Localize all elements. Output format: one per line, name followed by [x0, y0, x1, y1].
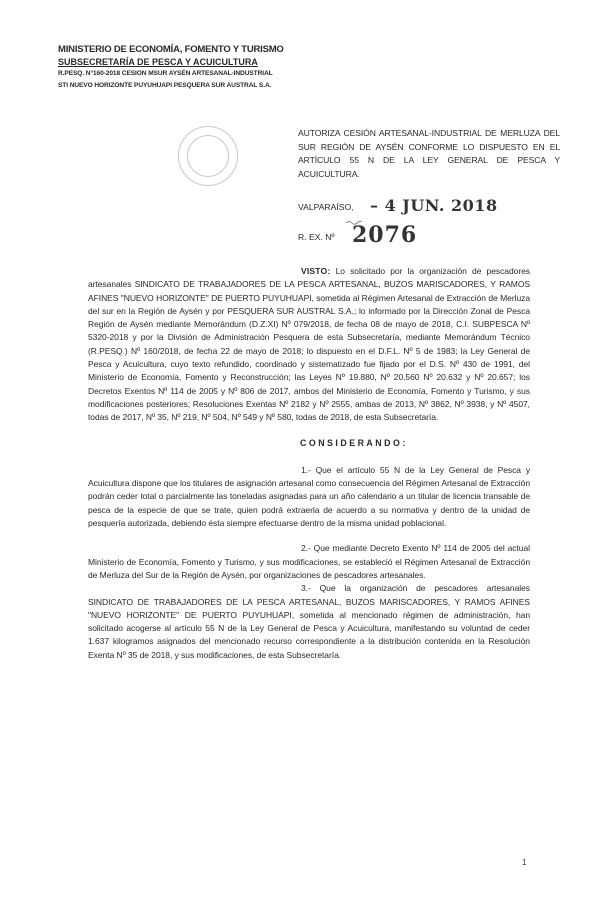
ministry-name: MINISTERIO DE ECONOMÍA, FOMENTO Y TURISMO — [58, 44, 284, 55]
reference-line-2: STI NUEVO HORIZONTE PUYUHUAPI PESQUERA SUR AUSTRAL S.A. — [58, 82, 272, 89]
official-stamp-icon — [178, 126, 238, 186]
resolution-number: 2076 — [352, 222, 418, 248]
visto-paragraph — [88, 265, 530, 425]
considerando-item: 1.- Que el artículo 55 N de la Ley General de Pesca y Acuicultura dispone que los titulares de asignación artesanal como consecuencia del Régimen Artesanal de Extracción podrán ceder total o parcialmente las toneladas asignadas para un año calendario a un titular de licencia transable de pesca de la especie de que se trate, quien podrá extraerla de acuerdo a su normativa y dentro de la unidad de pesquería autorizada, debiendo ésta siempre efectuarse dentro de la misma unidad poblacional. — [88, 464, 531, 529]
subsecretaria-name: SUBSECRETARÍA DE PESCA Y ACUICULTURA — [58, 57, 258, 67]
visto-text: Lo solicitado por la organización de pescadores artesanales SINDICATO DE TRABAJADORES DE LA PESCA ARTESANAL, BUZOS MARISCADORES, Y RAMOS AFINES "NUEVO HORIZONTE" DE PUERTO PUYUHUAPI, sometida al Régimen Artesanal de Extracción de Merluza del sur en la Región de Aysén y por PESQUERA SUR AUSTRAL S.A.; lo informado por la Dirección Zonal de Pesca Región de Aysén mediante Memorándum (D.Z.XI) Nº 079/2018, de fecha 08 de mayo de 2018, C.I. SUBPESCA Nº 5320-2018 y por la División de Administración Pesquera de esta Subsecretaría, mediante Memorándum Técnico (R.PESQ.) Nº 160/2018, de fecha 22 de mayo de 2018; lo dispuesto en el D.F.L. Nº 5 de 1983; la Ley General de Pesca y Acuicultura, cuyo texto refundido, coordinado y sistematizado fue fijado por el D.S. Nº 430 de 1991, del Ministerio de Economía, Fomento y Reconstrucción; las Leyes Nº 19.880, Nº 20.560 Nº 20.632 y Nº 20.657; los Decretos Exentos Nº 114 de 2005 y Nº 806 de 2017, ambos del Ministerio de Economía, Fomento y Turismo, y sus modificaciones posteriores; Resoluciones Exentas Nº 2182 y Nº 2555, ambas de 2013, Nº 3862, Nº 3938, y Nº 4507, todas de 2017, Nº 35, Nº 219, Nº 504, Nº 549 y Nº 580, todas de 2018, de esta Subsecretaría. — [88, 266, 530, 423]
considerando-item: 2.- Que mediante Decreto Exento Nº 114 de 2005 del actual Ministerio de Economía, Fomento y Turismo, y sus modificaciones, se estableció el Régimen Artesanal de Extracción de Merluza del Sur de la Región de Aysén, por organizaciones de pescadores artesanales. — [88, 543, 531, 580]
reference-line-1: R.PESQ. N°160-2018 CESION MSUR AYSÉN ARTESANAL-INDUSTRIAL — [58, 70, 273, 77]
resolution-subject: AUTORIZA CESIÓN ARTESANAL-INDUSTRIAL DE MERLUZA DEL SUR REGIÓN DE AYSÉN CONFORME LO DISPUESTO EN EL ARTÍCULO 55 N DE LA LEY GENERAL DE PESCA Y ACUICULTURA. — [298, 128, 560, 179]
place-label: VALPARAÍSO, — [298, 202, 354, 212]
page-number: 1 — [522, 858, 527, 867]
considerando-heading: CONSIDERANDO: — [300, 437, 408, 448]
document-body — [88, 265, 530, 662]
resolution-label: R. EX. Nº — [298, 232, 335, 242]
date-stamp: – 4 JUN. 2018 — [370, 196, 498, 215]
visto-label: VISTO: — [301, 266, 331, 276]
letterhead — [58, 44, 358, 92]
considerando-item: 3.- Que la organización de pescadores artesanales SINDICATO DE TRABAJADORES DE LA PESCA ARTESANAL, BUZOS MARISCADORES, Y RAMOS AFINES "NUEVO HORIZONTE" DE PUERTO PUYUHUAPI, sometida al mencionado régimen de administración, han solicitado acogerse al artículo 55 N de la Ley General de Pesca y Acuicultura, manifestando su voluntad de ceder 1.637 kilogramos asignados del mencionado recurso correspondiente a la distribución contenida en la Resolución Exenta Nº 35 de 2018, y sus modificaciones, de esta Subsecretaría. — [88, 583, 530, 660]
